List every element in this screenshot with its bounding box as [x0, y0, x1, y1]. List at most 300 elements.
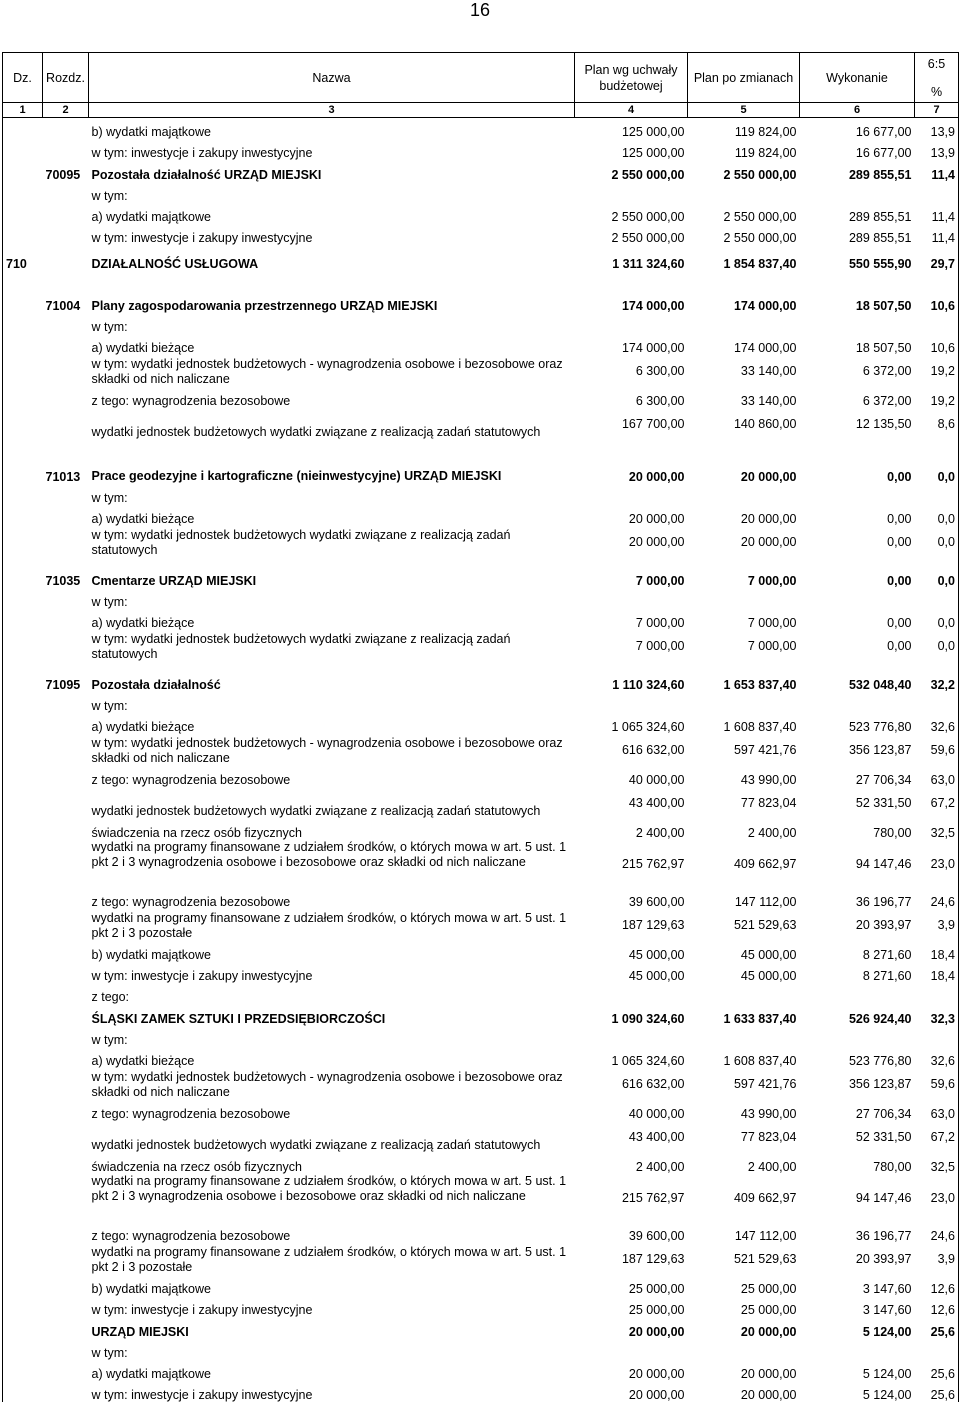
percent-value: 25,6	[915, 1360, 959, 1381]
plan-po-zmianach-value	[688, 313, 800, 334]
row-name: URZĄD MIEJSKI	[91, 1325, 189, 1339]
plan-uchwaly-value: 20 000,00	[628, 535, 685, 549]
rozdz-code	[43, 588, 89, 609]
percent-value: 19,2	[915, 355, 959, 387]
wykonanie-value: 289 855,51	[848, 210, 912, 224]
dz-code	[3, 734, 43, 766]
plan-po-zmianach-value: 521 529,63	[733, 1252, 797, 1266]
plan-po-zmianach-value: 45 000,00	[740, 969, 797, 983]
rozdz-code: 71004	[45, 299, 81, 313]
rozdz-code	[43, 1174, 89, 1222]
dz-code	[3, 355, 43, 387]
dz-code	[3, 941, 43, 962]
rozdz-code	[43, 526, 89, 558]
row-name: w tym:	[91, 1346, 128, 1360]
plan-po-zmianach-value: 1 633 837,40	[723, 1012, 797, 1026]
plan-po-zmianach-value: 1 854 837,40	[723, 257, 797, 271]
plan-uchwaly-value: 45 000,00	[628, 948, 685, 962]
plan-uchwaly-value: 40 000,00	[628, 773, 685, 787]
table-row	[3, 245, 959, 283]
plan-uchwaly-value	[575, 484, 688, 505]
rozdz-code	[43, 313, 89, 334]
plan-po-zmianach-value: 119 824,00	[734, 125, 797, 139]
rozdz-code	[43, 1100, 89, 1121]
wykonanie-value: 8 271,60	[862, 969, 912, 983]
rozdz-code	[43, 1153, 89, 1174]
wykonanie-value: 523 776,80	[848, 720, 912, 734]
table-row	[3, 734, 959, 766]
dz-code	[3, 588, 43, 609]
table-header	[3, 53, 959, 118]
rozdz-code	[43, 962, 89, 983]
row-name: a) wydatki majątkowe	[91, 210, 211, 224]
row-name: w tym: inwestycje i zakupy inwestycyjne	[91, 146, 313, 160]
rozdz-code	[43, 983, 89, 1004]
plan-po-zmianach-value	[688, 182, 800, 203]
plan-po-zmianach-value: 2 550 000,00	[723, 231, 797, 245]
rozdz-code	[43, 408, 89, 440]
column-number: 7	[915, 103, 959, 118]
wykonanie-value: 289 855,51	[848, 168, 912, 182]
plan-uchwaly-value: 7 000,00	[635, 639, 685, 653]
row-name: ŚLĄSKI ZAMEK SZTUKI I PRZEDSIĘBIORCZOŚCI	[91, 1012, 386, 1026]
dz-code	[3, 334, 43, 355]
wykonanie-value: 18 507,50	[855, 299, 912, 313]
plan-uchwaly-value: 187 129,63	[621, 918, 685, 932]
plan-uchwaly-value: 25 000,00	[628, 1303, 685, 1317]
rozdz-code	[43, 245, 89, 283]
row-name: b) wydatki majątkowe	[91, 125, 211, 139]
row-name: DZIAŁALNOŚĆ USŁUGOWA	[91, 257, 259, 271]
plan-uchwaly-value: 6 300,00	[635, 394, 685, 408]
percent-value: 32,5	[915, 819, 959, 840]
dz-code	[3, 692, 43, 713]
dz-code: 710	[3, 245, 43, 283]
plan-po-zmianach-value: 597 421,76	[733, 1077, 797, 1091]
header-percent	[915, 53, 959, 103]
table-row	[3, 160, 959, 182]
plan-po-zmianach-value: 2 400,00	[747, 826, 797, 840]
row-name: wydatki na programy finansowane z udziałem środków, o których mowa w art. 5 ust. 1 pkt 2 i 3 wynagrodzenia osobowe i bezosobowe oraz składki od nich naliczane	[91, 840, 567, 869]
row-name: w tym:	[91, 320, 128, 334]
plan-uchwaly-value: 20 000,00	[628, 470, 685, 484]
row-name: wydatki na programy finansowane z udziałem środków, o których mowa w art. 5 ust. 1 pkt 2 i 3 pozostałe	[91, 911, 567, 940]
percent-value: 23,0	[915, 840, 959, 888]
dz-code	[3, 1047, 43, 1068]
wykonanie-value: 16 677,00	[855, 146, 912, 160]
dz-code	[3, 139, 43, 160]
dz-code	[3, 1174, 43, 1222]
percent-value: 10,6	[915, 334, 959, 355]
table-row	[3, 139, 959, 160]
plan-uchwaly-value: 174 000,00	[621, 341, 685, 355]
dz-code	[3, 1100, 43, 1121]
dz-code	[3, 713, 43, 734]
column-number: 6	[800, 103, 915, 118]
plan-uchwaly-value: 616 632,00	[621, 743, 685, 757]
rozdz-code	[43, 734, 89, 766]
rozdz-code	[43, 334, 89, 355]
table-row	[3, 588, 959, 609]
row-name: z tego: wynagrodzenia bezosobowe	[91, 1107, 291, 1121]
dz-code	[3, 1004, 43, 1026]
plan-po-zmianach-value	[688, 1339, 800, 1360]
column-number: 5	[688, 103, 800, 118]
plan-po-zmianach-value: 597 421,76	[733, 743, 797, 757]
plan-po-zmianach-value: 7 000,00	[747, 616, 797, 630]
plan-po-zmianach-value: 20 000,00	[740, 1388, 797, 1402]
table-row	[3, 713, 959, 734]
plan-uchwaly-value: 43 400,00	[628, 1130, 685, 1144]
plan-po-zmianach-value: 140 860,00	[733, 417, 797, 431]
plan-uchwaly-value: 2 550 000,00	[611, 231, 685, 245]
wykonanie-value: 780,00	[873, 826, 912, 840]
plan-uchwaly-value: 6 300,00	[635, 364, 685, 378]
table-row	[3, 313, 959, 334]
plan-po-zmianach-value	[688, 692, 800, 713]
percent-value	[915, 182, 959, 203]
percent-value: 59,6	[915, 1068, 959, 1100]
dz-code	[3, 283, 43, 313]
plan-po-zmianach-value: 409 662,97	[733, 1191, 797, 1205]
row-name: z tego:	[91, 990, 130, 1004]
dz-code	[3, 609, 43, 630]
row-name: wydatki na programy finansowane z udziałem środków, o których mowa w art. 5 ust. 1 pkt 2 i 3 pozostałe	[91, 1245, 567, 1274]
table-row	[3, 819, 959, 840]
rozdz-code	[43, 630, 89, 662]
table-row	[3, 1360, 959, 1381]
row-name: w tym:	[91, 699, 128, 713]
percent-value: 0,0	[915, 630, 959, 662]
wykonanie-value: 36 196,77	[855, 1229, 912, 1243]
dz-code	[3, 203, 43, 224]
table-row	[3, 909, 959, 941]
plan-po-zmianach-value	[688, 588, 800, 609]
plan-uchwaly-value: 39 600,00	[628, 895, 685, 909]
wykonanie-value	[800, 484, 915, 505]
plan-uchwaly-value	[575, 983, 688, 1004]
dz-code	[3, 1296, 43, 1317]
plan-uchwaly-value: 1 065 324,60	[611, 720, 685, 734]
rozdz-code	[43, 203, 89, 224]
plan-po-zmianach-value: 43 990,00	[740, 1107, 797, 1121]
plan-uchwaly-value: 616 632,00	[621, 1077, 685, 1091]
row-name: w tym: inwestycje i zakupy inwestycyjne	[91, 969, 313, 983]
percent-value: 11,4	[915, 160, 959, 182]
table-row	[3, 1174, 959, 1222]
percent-value: 29,7	[915, 245, 959, 283]
rozdz-code	[43, 182, 89, 203]
row-name: w tym: wydatki jednostek budżetowych wydatki związane z realizacją zadań statutowych	[91, 632, 511, 661]
plan-uchwaly-value: 215 762,97	[621, 1191, 685, 1205]
rozdz-code	[43, 1381, 89, 1402]
percent-value: 8,6	[915, 408, 959, 440]
rozdz-code	[43, 1068, 89, 1100]
wykonanie-value: 16 677,00	[855, 125, 912, 139]
row-name: wydatki jednostek budżetowych wydatki związane z realizacją zadań statutowych	[91, 804, 541, 818]
page-number: 16	[469, 0, 491, 20]
dz-code	[3, 1275, 43, 1296]
plan-uchwaly-value: 1 065 324,60	[611, 1054, 685, 1068]
plan-uchwaly-value: 25 000,00	[628, 1282, 685, 1296]
plan-uchwaly-value: 2 400,00	[635, 826, 685, 840]
plan-po-zmianach-value: 7 000,00	[747, 639, 797, 653]
rozdz-code	[43, 941, 89, 962]
wykonanie-value: 12 135,50	[855, 417, 912, 431]
rozdz-code	[43, 505, 89, 526]
table-row	[3, 1275, 959, 1296]
plan-po-zmianach-value: 1 653 837,40	[723, 678, 797, 692]
dz-code	[3, 182, 43, 203]
table-row	[3, 941, 959, 962]
plan-po-zmianach-value: 147 112,00	[734, 895, 797, 909]
table-row	[3, 224, 959, 245]
percent-value	[915, 313, 959, 334]
header-plan-uchwaly: Plan wg uchwały budżetowej	[575, 53, 688, 103]
wykonanie-value: 20 393,97	[855, 918, 912, 932]
wykonanie-value: 94 147,46	[855, 1191, 912, 1205]
plan-po-zmianach-value: 20 000,00	[740, 470, 797, 484]
dz-code	[3, 118, 43, 140]
plan-uchwaly-value: 125 000,00	[621, 146, 685, 160]
rozdz-code	[43, 1047, 89, 1068]
percent-value: 0,0	[915, 440, 959, 484]
wykonanie-value: 550 555,90	[848, 257, 912, 271]
percent-value: 18,4	[915, 941, 959, 962]
header-rozdz: Rozdz.	[43, 53, 89, 103]
table-row	[3, 1153, 959, 1174]
rozdz-code	[43, 387, 89, 408]
plan-uchwaly-value: 215 762,97	[621, 857, 685, 871]
table-body	[3, 118, 959, 1403]
wykonanie-value: 27 706,34	[855, 773, 912, 787]
percent-value: 11,4	[915, 224, 959, 245]
row-name: wydatki jednostek budżetowych wydatki związane z realizacją zadań statutowych	[91, 1138, 541, 1152]
wykonanie-value: 5 124,00	[862, 1388, 912, 1402]
plan-uchwaly-value	[575, 182, 688, 203]
dz-code	[3, 888, 43, 909]
wykonanie-value	[800, 182, 915, 203]
row-name: a) wydatki bieżące	[91, 616, 195, 630]
plan-po-zmianach-value: 77 823,04	[740, 1130, 797, 1144]
column-numbers-row	[3, 103, 959, 118]
table-row	[3, 1381, 959, 1402]
plan-uchwaly-value: 125 000,00	[621, 125, 685, 139]
row-name: Pozostała działalność URZĄD MIEJSKI	[91, 168, 322, 182]
table-row	[3, 1026, 959, 1047]
dz-code	[3, 1026, 43, 1047]
wykonanie-value: 52 331,50	[855, 796, 912, 810]
percent-value: 32,6	[915, 1047, 959, 1068]
plan-po-zmianach-value: 1 608 837,40	[723, 1054, 797, 1068]
wykonanie-value: 6 372,00	[862, 394, 912, 408]
plan-po-zmianach-value: 20 000,00	[740, 1325, 797, 1339]
wykonanie-value: 8 271,60	[862, 948, 912, 962]
wykonanie-value: 356 123,87	[848, 1077, 912, 1091]
plan-uchwaly-value: 39 600,00	[628, 1229, 685, 1243]
row-name: w tym: inwestycje i zakupy inwestycyjne	[91, 1388, 313, 1402]
row-name: w tym:	[91, 595, 128, 609]
rozdz-code	[43, 787, 89, 819]
rozdz-code	[43, 1026, 89, 1047]
row-name: a) wydatki bieżące	[91, 720, 195, 734]
percent-value: 3,9	[915, 1243, 959, 1275]
table-row	[3, 203, 959, 224]
dz-code	[3, 630, 43, 662]
table-row	[3, 840, 959, 888]
row-name: w tym: wydatki jednostek budżetowych wydatki związane z realizacją zadań statutowych	[91, 528, 511, 557]
wykonanie-value	[800, 692, 915, 713]
wykonanie-value: 20 393,97	[855, 1252, 912, 1266]
table-row	[3, 118, 959, 140]
percent-value: 3,9	[915, 909, 959, 941]
rozdz-code	[43, 224, 89, 245]
row-name: z tego: wynagrodzenia bezosobowe	[91, 1229, 291, 1243]
wykonanie-value: 0,00	[887, 639, 912, 653]
header-ratio: 6:5	[927, 56, 946, 71]
plan-uchwaly-value: 40 000,00	[628, 1107, 685, 1121]
table-row	[3, 692, 959, 713]
percent-value	[915, 1026, 959, 1047]
rozdz-code	[43, 909, 89, 941]
wykonanie-value: 523 776,80	[848, 1054, 912, 1068]
row-name: w tym: wydatki jednostek budżetowych - wynagrodzenia osobowe i bezosobowe oraz składki od nich naliczane	[91, 1070, 563, 1099]
row-name: a) wydatki bieżące	[91, 341, 195, 355]
rozdz-code	[43, 692, 89, 713]
plan-uchwaly-value: 20 000,00	[628, 1388, 685, 1402]
plan-uchwaly-value	[575, 313, 688, 334]
table-row	[3, 1100, 959, 1121]
table-row	[3, 609, 959, 630]
plan-uchwaly-value: 174 000,00	[621, 299, 685, 313]
dz-code	[3, 160, 43, 182]
wykonanie-value: 52 331,50	[855, 1130, 912, 1144]
plan-po-zmianach-value: 174 000,00	[733, 341, 797, 355]
rozdz-code	[43, 819, 89, 840]
column-number: 2	[43, 103, 89, 118]
wykonanie-value: 5 124,00	[862, 1325, 912, 1339]
plan-po-zmianach-value: 20 000,00	[740, 1367, 797, 1381]
dz-code	[3, 224, 43, 245]
percent-value: 11,4	[915, 203, 959, 224]
wykonanie-value	[800, 588, 915, 609]
wykonanie-value: 3 147,60	[862, 1303, 912, 1317]
plan-uchwaly-value	[575, 692, 688, 713]
percent-value: 25,6	[915, 1381, 959, 1402]
row-name: w tym: wydatki jednostek budżetowych - wynagrodzenia osobowe i bezosobowe oraz składki od nich naliczane	[91, 357, 563, 386]
plan-uchwaly-value: 1 090 324,60	[611, 1012, 685, 1026]
wykonanie-value: 6 372,00	[862, 364, 912, 378]
dz-code	[3, 766, 43, 787]
percent-value: 67,2	[915, 1121, 959, 1153]
table-row	[3, 408, 959, 440]
wykonanie-value: 94 147,46	[855, 857, 912, 871]
row-name: Prace geodezyjne i kartograficzne (nieinwestycyjne) URZĄD MIEJSKI	[91, 469, 502, 483]
dz-code	[3, 440, 43, 484]
rozdz-code	[43, 1222, 89, 1243]
table-row	[3, 1004, 959, 1026]
dz-code	[3, 313, 43, 334]
dz-code	[3, 558, 43, 588]
row-name: a) wydatki majątkowe	[91, 1367, 211, 1381]
table-row	[3, 1068, 959, 1100]
row-name: z tego: wynagrodzenia bezosobowe	[91, 895, 291, 909]
percent-value: 12,6	[915, 1275, 959, 1296]
row-name: świadczenia na rzecz osób fizycznych	[91, 1160, 303, 1174]
table-row	[3, 387, 959, 408]
rozdz-code	[43, 1360, 89, 1381]
plan-uchwaly-value: 7 000,00	[635, 574, 685, 588]
plan-po-zmianach-value: 20 000,00	[740, 512, 797, 526]
percent-value: 0,0	[915, 558, 959, 588]
plan-po-zmianach-value: 2 550 000,00	[723, 168, 797, 182]
wykonanie-value: 0,00	[887, 535, 912, 549]
row-name: b) wydatki majątkowe	[91, 948, 211, 962]
header-wykonanie: Wykonanie	[800, 53, 915, 103]
plan-po-zmianach-value: 409 662,97	[733, 857, 797, 871]
plan-po-zmianach-value: 25 000,00	[740, 1282, 797, 1296]
rozdz-code	[43, 766, 89, 787]
percent-value: 13,9	[915, 139, 959, 160]
rozdz-code	[43, 1243, 89, 1275]
plan-po-zmianach-value: 33 140,00	[740, 394, 797, 408]
plan-uchwaly-value	[575, 588, 688, 609]
row-name: wydatki na programy finansowane z udziałem środków, o których mowa w art. 5 ust. 1 pkt 2 i 3 wynagrodzenia osobowe i bezosobowe oraz składki od nich naliczane	[91, 1174, 567, 1203]
rozdz-code	[43, 609, 89, 630]
table-row	[3, 558, 959, 588]
dz-code	[3, 819, 43, 840]
dz-code	[3, 526, 43, 558]
plan-uchwaly-value: 20 000,00	[628, 1325, 685, 1339]
column-number: 4	[575, 103, 688, 118]
wykonanie-value	[800, 983, 915, 1004]
percent-value: 18,4	[915, 962, 959, 983]
rozdz-code	[43, 118, 89, 140]
wykonanie-value: 18 507,50	[855, 341, 912, 355]
plan-po-zmianach-value: 2 400,00	[747, 1160, 797, 1174]
table-row	[3, 526, 959, 558]
wykonanie-value: 532 048,40	[848, 678, 912, 692]
percent-value	[915, 983, 959, 1004]
percent-value: 67,2	[915, 787, 959, 819]
rozdz-code	[43, 1121, 89, 1153]
percent-value	[915, 692, 959, 713]
header-plan-po-zmianach: Plan po zmianach	[688, 53, 800, 103]
percent-value: 0,0	[915, 609, 959, 630]
row-name: w tym: wydatki jednostek budżetowych - wynagrodzenia osobowe i bezosobowe oraz składki od nich naliczane	[91, 736, 563, 765]
wykonanie-value: 3 147,60	[862, 1282, 912, 1296]
budget-table	[2, 52, 959, 1402]
plan-po-zmianach-value: 77 823,04	[740, 796, 797, 810]
dz-code	[3, 1068, 43, 1100]
table-row	[3, 1121, 959, 1153]
percent-value: 10,6	[915, 283, 959, 313]
table-row	[3, 355, 959, 387]
wykonanie-value: 356 123,87	[848, 743, 912, 757]
wykonanie-value: 0,00	[887, 512, 912, 526]
row-name: w tym: inwestycje i zakupy inwestycyjne	[91, 1303, 313, 1317]
plan-po-zmianach-value	[688, 1026, 800, 1047]
percent-value: 32,3	[915, 1004, 959, 1026]
dz-code	[3, 1222, 43, 1243]
wykonanie-value	[800, 1026, 915, 1047]
dz-code	[3, 408, 43, 440]
row-name: Pozostała działalność	[91, 678, 221, 692]
wykonanie-value: 0,00	[887, 616, 912, 630]
table-row	[3, 484, 959, 505]
rozdz-code: 71035	[45, 574, 81, 588]
wykonanie-value: 0,00	[887, 470, 912, 484]
